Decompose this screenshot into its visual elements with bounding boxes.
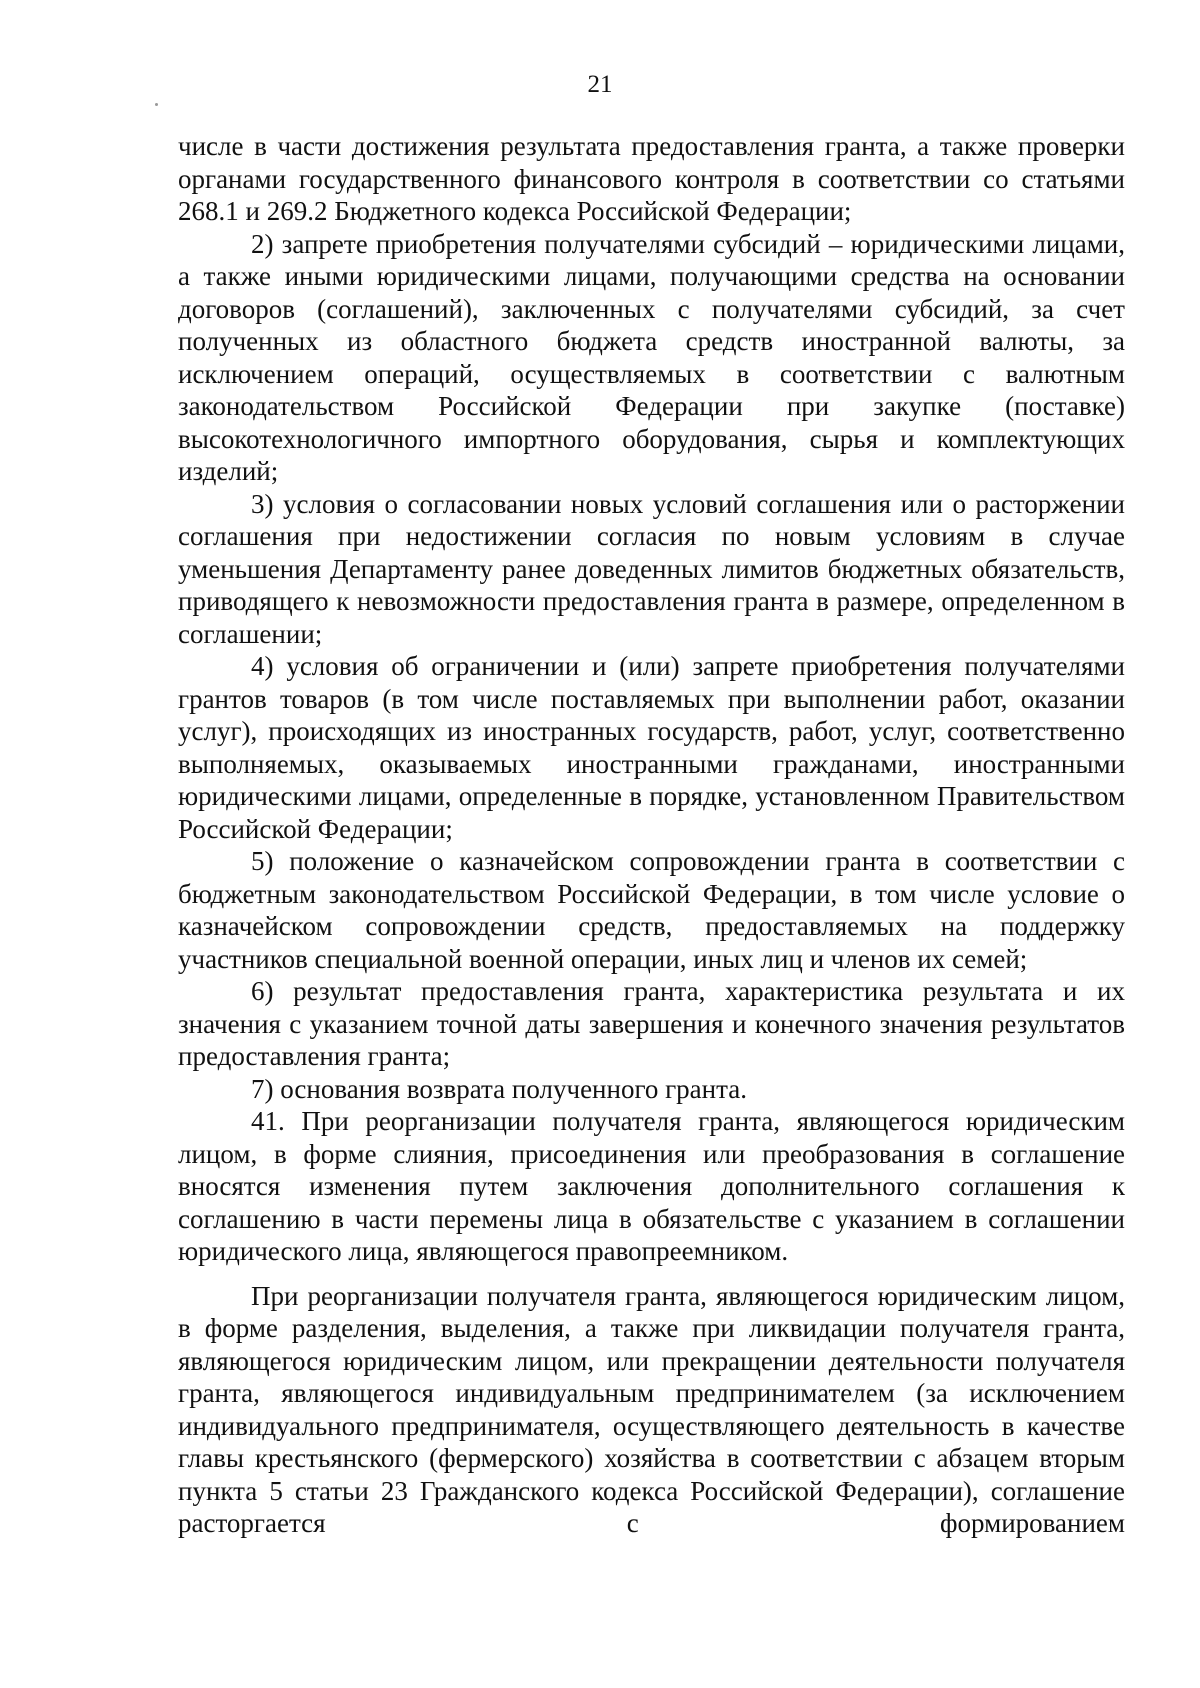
clause-41-paragraph-2: При реорганизации получателя гранта, являющегося юридическим лицом, в форме разделения, выделения, а также при ликвидации получателя гранта, являющегося юридическим лицом, или прекращении деятельности получателя гранта, являющегося индивидуальным предпринимателем (за исключением индивидуального предпринимателя, осуществляющего деятельность в качестве главы крестьянского (фермерского) хозяйства в соответствии с абзацем вторым пункта 5 статьи 23 Гражданского кодекса Российской Федерации), соглашение расторгается с формированием	[178, 1280, 1125, 1538]
paragraph-continuation: числе в части достижения результата предоставления гранта, а также проверки органами государственного финансового контроля в соответствии со статьями 268.1 и 269.2 Бюджетного кодекса Российской Федерации;	[178, 131, 1125, 226]
list-item-6: 6) результат предоставления гранта, характеристика результата и их значения с указанием точной даты завершения и конечного значения результатов предоставления гранта;	[178, 976, 1125, 1071]
list-item-3: 3) условия о согласовании новых условий соглашения или о расторжении соглашения при недостижении согласия по новым условиям в случае уменьшения Департаменту ранее доведенных лимитов бюджетных обязательств, приводящего к невозможности предоставления гранта в размере, определенном в соглашении;	[178, 488, 1125, 649]
clause-41: 41. При реорганизации получателя гранта, являющегося юридическим лицом, в форме слияния, присоединения или преобразования в соглашение вносятся изменения путем заключения дополнительного соглашения к соглашению в части перемены лица в обязательстве с указанием в соглашении юридического лица, являющегося правопреемником.	[178, 1106, 1125, 1266]
scan-speck	[155, 103, 158, 106]
list-item-4: 4) условия об ограничении и (или) запрете приобретения получателями грантов товаров (в том числе поставляемых при выполнении работ, оказании услуг), происходящих из иностранных государств, работ, услуг, соответственно выполняемых, оказываемых иностранными гражданами, иностранными юридическими лицами, определенные в порядке, установленном Правительством Российской Федерации;	[178, 651, 1125, 844]
list-item-7: 7) основания возврата полученного гранта.	[251, 1073, 747, 1104]
page-number: 21	[587, 71, 613, 98]
document-body	[178, 130, 1125, 1540]
list-item-5: 5) положение о казначейском сопровождении гранта в соответствии с бюджетным законодательством Российской Федерации, в том числе условие о казначейском сопровождении средств, предоставляемых на поддержку участников специальной военной операции, иных лиц и членов их семей;	[178, 846, 1125, 974]
list-item-2: 2) запрете приобретения получателями субсидий – юридическими лицами, а также иными юридическими лицами, получающими средства на основании договоров (соглашений), заключенных с получателями субсидий, за счет полученных из областного бюджета средств иностранной валюты, за исключением операций, осуществляемых в соответствии с валютным законодательством Российской Федерации при закупке (поставке) высокотехнологичного импортного оборудования, сырья и комплектующих изделий;	[178, 228, 1125, 486]
